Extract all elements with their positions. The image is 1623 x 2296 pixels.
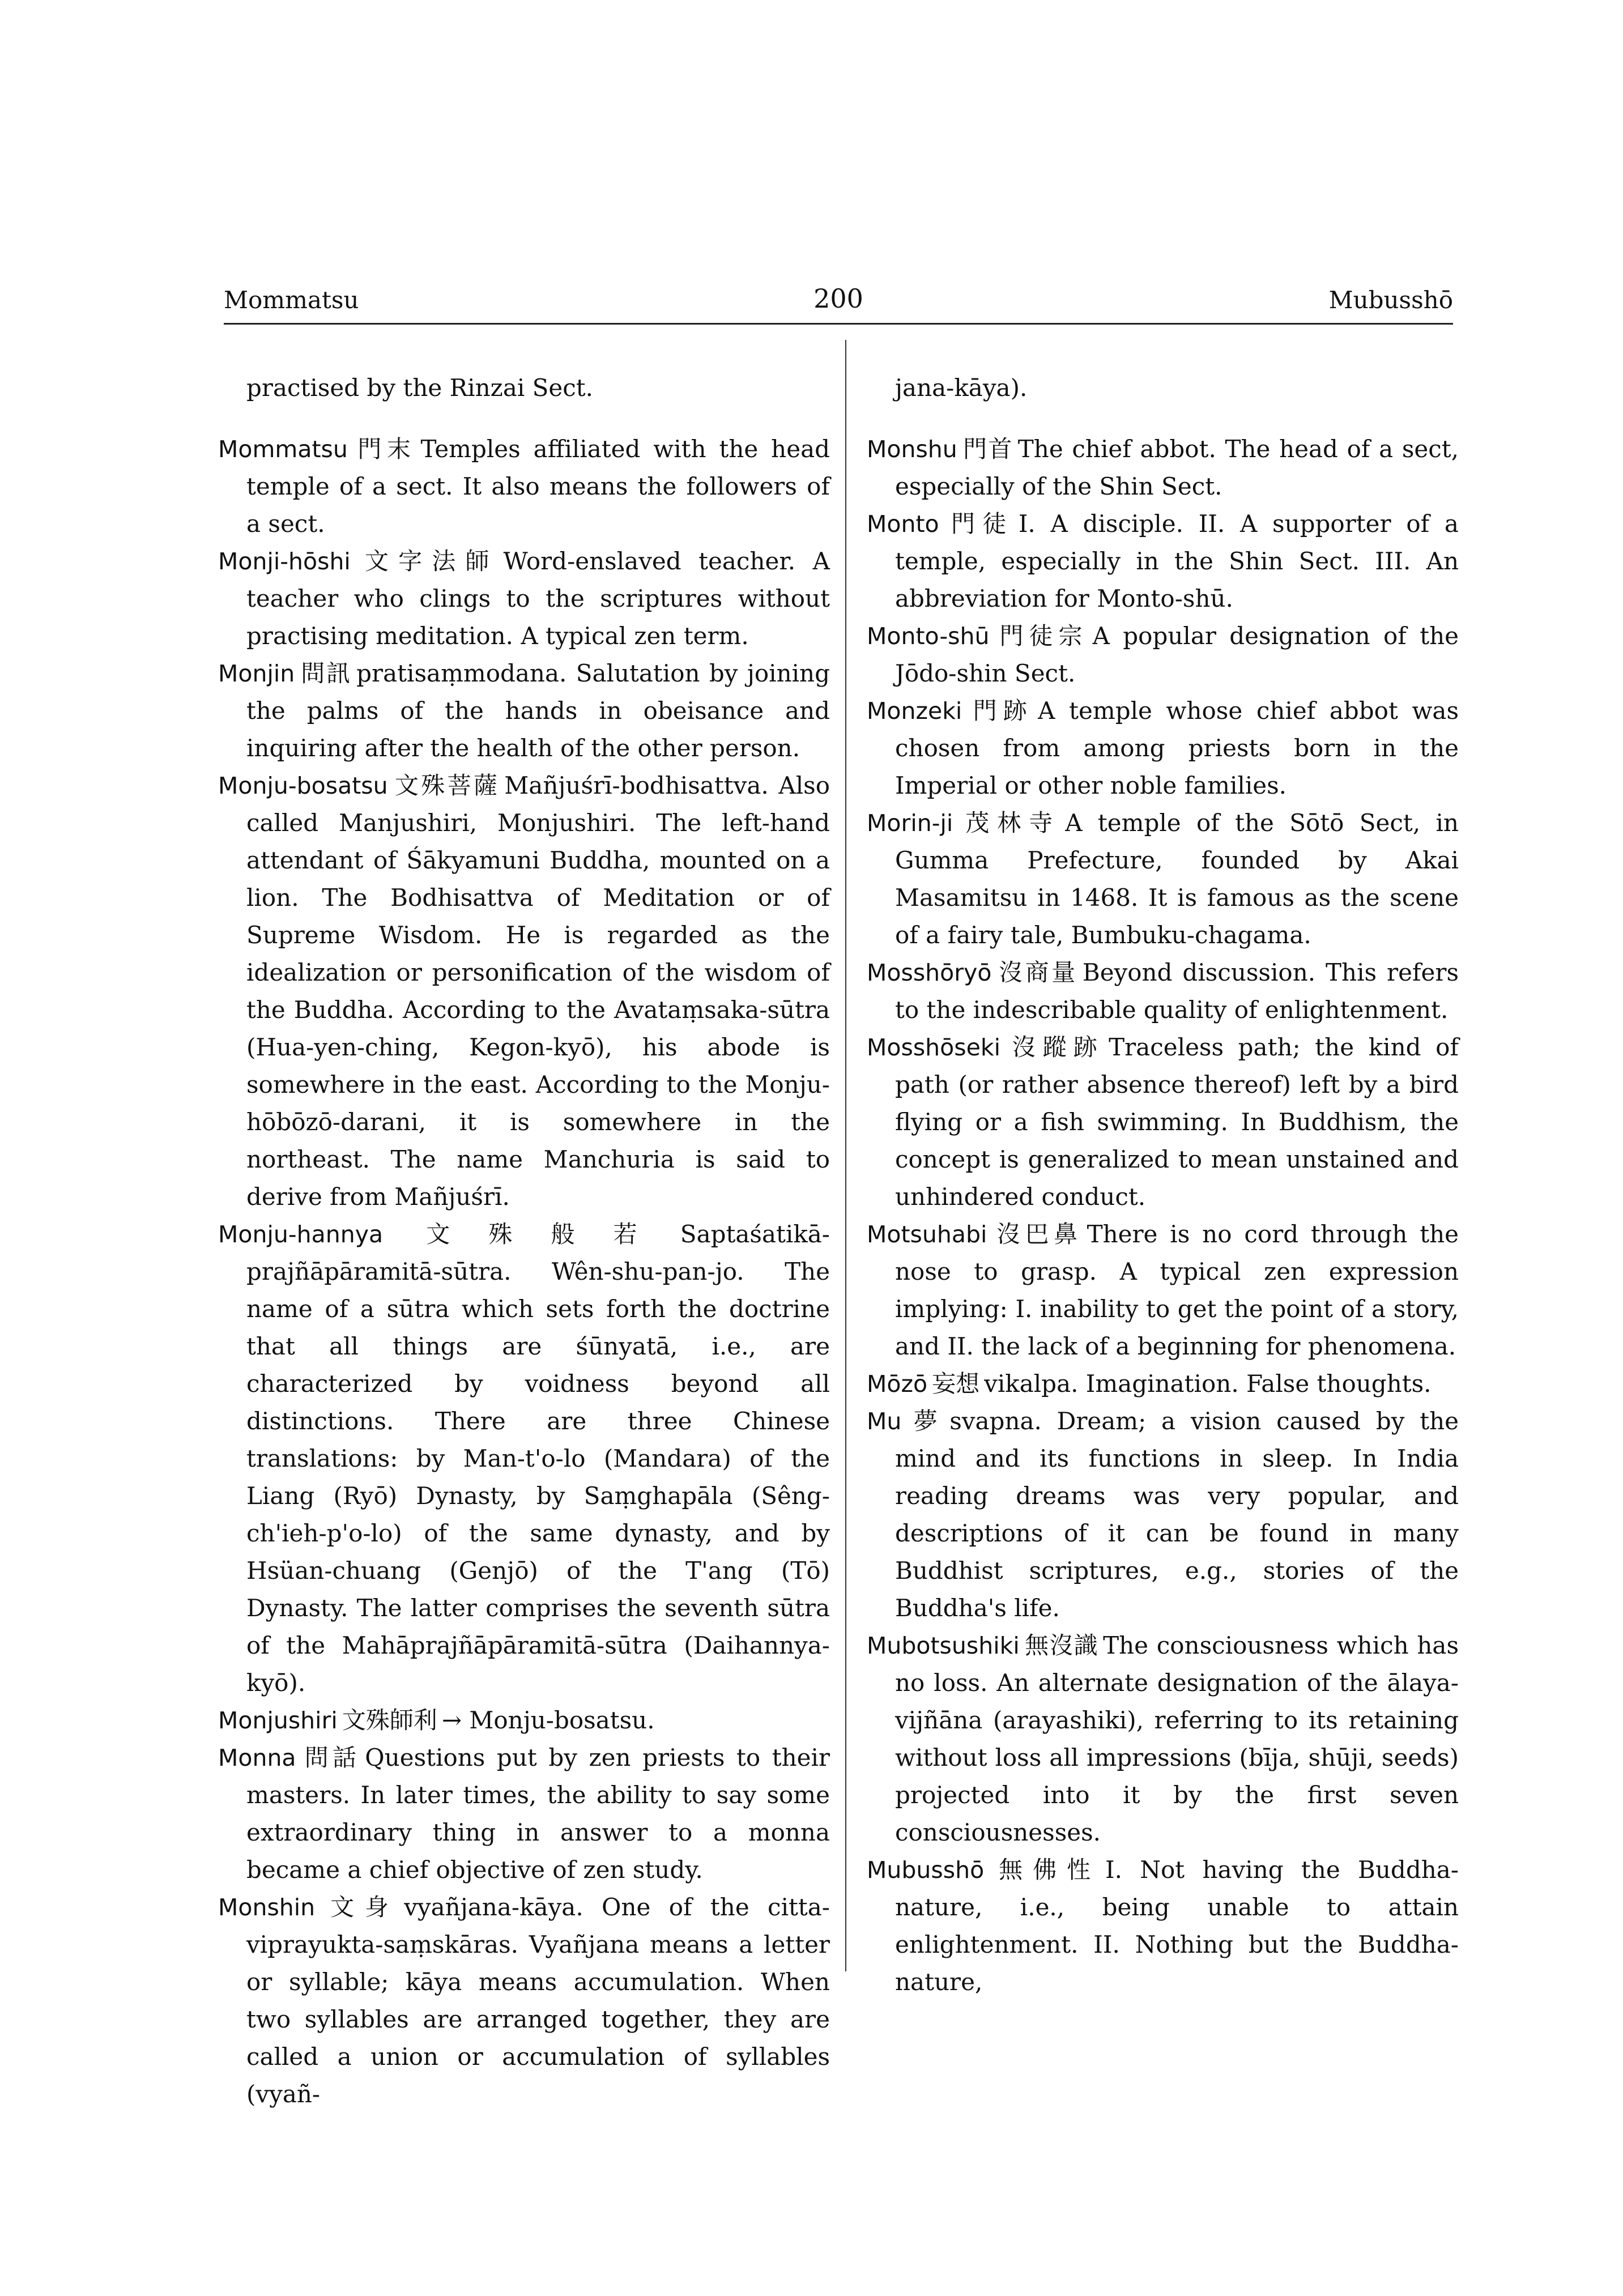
entry-headword: Monjushiri [218, 1707, 338, 1734]
entry-text: vyañjana-kāya. One of the citta-viprayukta-saṃskāras. Vyañjana means a letter or syllable; kāya means accumulation. When two syllables are arranged together, they are called a union or accumulation of syllables (vyañ- [246, 1893, 830, 2108]
entry-kanji: 門首 [961, 435, 1013, 463]
entry-text: A temple of the Sōtō Sect, in Gumma Prefecture, founded by Akai Masamitsu in 1468. It is famous as the scene of a fairy tale, Bumbuku-chagama. [895, 809, 1459, 949]
entry-text: svapna. Dream; a vision caused by the mind and its functions in sleep. In India reading dreams was very popular, and descriptions of it can be found in many Buddhist scriptures, e.g., stories of the Buddha's life. [895, 1407, 1459, 1622]
entry-text: Saptaśatikā-prajñāpāramitā-sūtra. Wên-shu-pan-jo. The name of a sūtra which sets forth the doctrine that all things are śūnyatā, i.e., are characterized by voidness beyond all distinctions. There are three Chinese translations: by Man-t'o-lo (Mandara) of the Liang (Ryō) Dynasty, by Saṃghapāla (Sêng-ch'ieh-p'o-lo) of the same dynasty, and by Hsüan-chuang (Genjō) of the T'ang (Tō) Dynasty. The latter comprises the seventh sūtra of the Mahāprajñāpāramitā-sūtra (Daihannya-kyō). [246, 1220, 830, 1697]
entry-text: The chief abbot. The head of a sect, especially of the Shin Sect. [895, 435, 1459, 500]
entry-text: Word-enslaved teacher. A teacher who clings to the scriptures without practising meditation. A typical zen term. [246, 547, 830, 650]
dictionary-entry [867, 1216, 1459, 1365]
entry-text: jana-kāya). [895, 374, 1028, 402]
entry-headword: Monju-bosatsu [218, 772, 388, 799]
entry-kanji: 沒商量 [996, 959, 1078, 986]
entry-kanji: 沒蹤跡 [1004, 1033, 1105, 1061]
entry-continuation [867, 369, 1459, 407]
dictionary-entry [218, 1216, 830, 1702]
entry-kanji: 茂林寺 [957, 809, 1061, 837]
entry-kanji: 文字法師 [355, 547, 499, 575]
entry-headword: Monshin [218, 1894, 316, 1921]
entry-text: A temple whose chief abbot was chosen from among priests born in the Imperial or other noble families. [895, 697, 1459, 799]
entry-headword: Mu [867, 1408, 902, 1435]
entry-headword: Mosshōseki [867, 1034, 1000, 1061]
dictionary-entry [867, 692, 1459, 804]
entry-kanji: 問話 [300, 1744, 361, 1771]
entry-kanji: 門跡 [966, 697, 1034, 725]
entry-text: Questions put by zen priests to their masters. In later times, the ability to say some extraordinary thing in answer to a monna became a chief objective of zen study. [246, 1744, 830, 1884]
dictionary-entry [867, 1365, 1459, 1403]
entry-text: Traceless path; the kind of path (or rather absence thereof) left by a bird flying or a fish swimming. In Buddhism, the concept is generalized to mean unstained and unhindered conduct. [895, 1033, 1459, 1211]
entry-kanji: 文殊師利 [342, 1706, 437, 1734]
dictionary-entry [218, 1702, 830, 1739]
dictionary-entry [218, 1739, 830, 1889]
entry-kanji: 無沒識 [1024, 1632, 1099, 1659]
entry-headword: Monshu [867, 436, 957, 463]
entry-headword: Monjin [218, 660, 295, 687]
dictionary-entry [867, 505, 1459, 617]
running-header [224, 283, 1453, 325]
entry-headword: Monto-shū [867, 623, 990, 650]
entry-kanji: 夢 [906, 1407, 945, 1435]
dictionary-entry [218, 431, 830, 543]
dictionary-entry [218, 655, 830, 767]
entry-text: A popular designation of the Jōdo-shin Sect. [895, 622, 1459, 687]
entry-headword: Morin-ji [867, 810, 953, 837]
dictionary-entry [867, 617, 1459, 692]
entry-kanji: 妄想 [932, 1370, 980, 1398]
dictionary-entry [867, 804, 1459, 954]
entry-text: Mañjuśrī-bodhisattva. Also called Manjushiri, Monjushiri. The left-hand attendant of Śākyamuni Buddha, mounted on a lion. The Bodhisattva of Meditation or of Supreme Wisdom. He is regarded as the idealization or personification of the wisdom of the Buddha. According to the Avataṃsaka-sūtra (Hua-yen-ching, Kegon-kyō), his abode is somewhere in the east. According to the Monju-hōbōzō-darani, it is somewhere in the northeast. The name Manchuria is said to derive from Mañjuśrī. [246, 772, 830, 1211]
dictionary-entry [867, 954, 1459, 1029]
dictionary-entry [867, 431, 1459, 505]
entry-kanji: 門末 [352, 435, 416, 463]
entry-headword: Mōzō [867, 1370, 928, 1398]
entry-kanji: 無佛性 [989, 1856, 1101, 1884]
entry-kanji: 沒巴鼻 [991, 1220, 1083, 1248]
dictionary-entry [867, 1627, 1459, 1851]
page-number: 200 [813, 283, 863, 314]
dictionary-entry [867, 1403, 1459, 1627]
dictionary-entry [218, 1889, 830, 2113]
entry-kanji: 文殊菩薩 [392, 772, 500, 799]
dictionary-entry [218, 767, 830, 1216]
entry-text: practised by the Rinzai Sect. [246, 374, 594, 402]
column-divider [845, 340, 846, 1971]
entry-kanji: 問訊 [299, 659, 352, 687]
entry-headword: Mubotsushiki [867, 1632, 1020, 1659]
entry-text: vikalpa. Imagination. False thoughts. [984, 1370, 1432, 1398]
entry-text: Beyond discussion. This refers to the indescribable quality of enlightenment. [895, 959, 1459, 1024]
entry-continuation [218, 369, 830, 407]
entry-headword: Monju-hannya [218, 1221, 384, 1248]
entry-kanji: 文殊般若 [387, 1220, 676, 1248]
dictionary-entry [218, 543, 830, 655]
entry-text: → Monju-bosatsu. [441, 1706, 655, 1734]
entry-headword: Mosshōryō [867, 959, 992, 986]
entry-headword: Monna [218, 1744, 296, 1771]
entry-headword: Mommatsu [218, 436, 348, 463]
header-left-guideword: Mommatsu [224, 286, 359, 314]
entry-kanji: 文身 [320, 1893, 400, 1921]
dictionary-entry [867, 1851, 1459, 2001]
entry-text: Temples affiliated with the head temple of a sect. It also means the followers of a sect. [246, 435, 830, 538]
entry-headword: Monzeki [867, 697, 962, 725]
entry-headword: Motsuhabi [867, 1221, 987, 1248]
entry-headword: Mubusshō [867, 1856, 985, 1884]
entry-kanji: 門徒宗 [994, 622, 1088, 650]
left-column [218, 346, 830, 2108]
entry-text: The consciousness which has no loss. An alternate designation of the ālaya-vijñāna (arayashiki), referring to its retaining without loss all impressions (bīja, shūji, seeds) projected into it by the first seven consciousnesses. [895, 1632, 1459, 1846]
entry-text: I. A disciple. II. A supporter of a temple, especially in the Shin Sect. III. An abbreviation for Monto-shū. [895, 510, 1459, 612]
header-right-guideword: Mubusshō [1328, 286, 1453, 314]
right-column [867, 346, 1459, 1996]
entry-text: I. Not having the Buddha-nature, i.e., being unable to attain enlightenment. II. Nothing but the Buddha-nature, [895, 1856, 1459, 1996]
entry-text: pratisaṃmodana. Salutation by joining the palms of the hands in obeisance and inquiring after the health of the other person. [246, 659, 830, 762]
dictionary-entry [867, 1029, 1459, 1216]
entry-headword: Monto [867, 510, 939, 538]
entry-text: There is no cord through the nose to grasp. A typical zen expression implying: I. inability to get the point of a story, and II. the lack of a beginning for phenomena. [895, 1220, 1459, 1360]
entry-kanji: 門徒 [943, 510, 1014, 538]
entry-headword: Monji-hōshi [218, 548, 351, 575]
